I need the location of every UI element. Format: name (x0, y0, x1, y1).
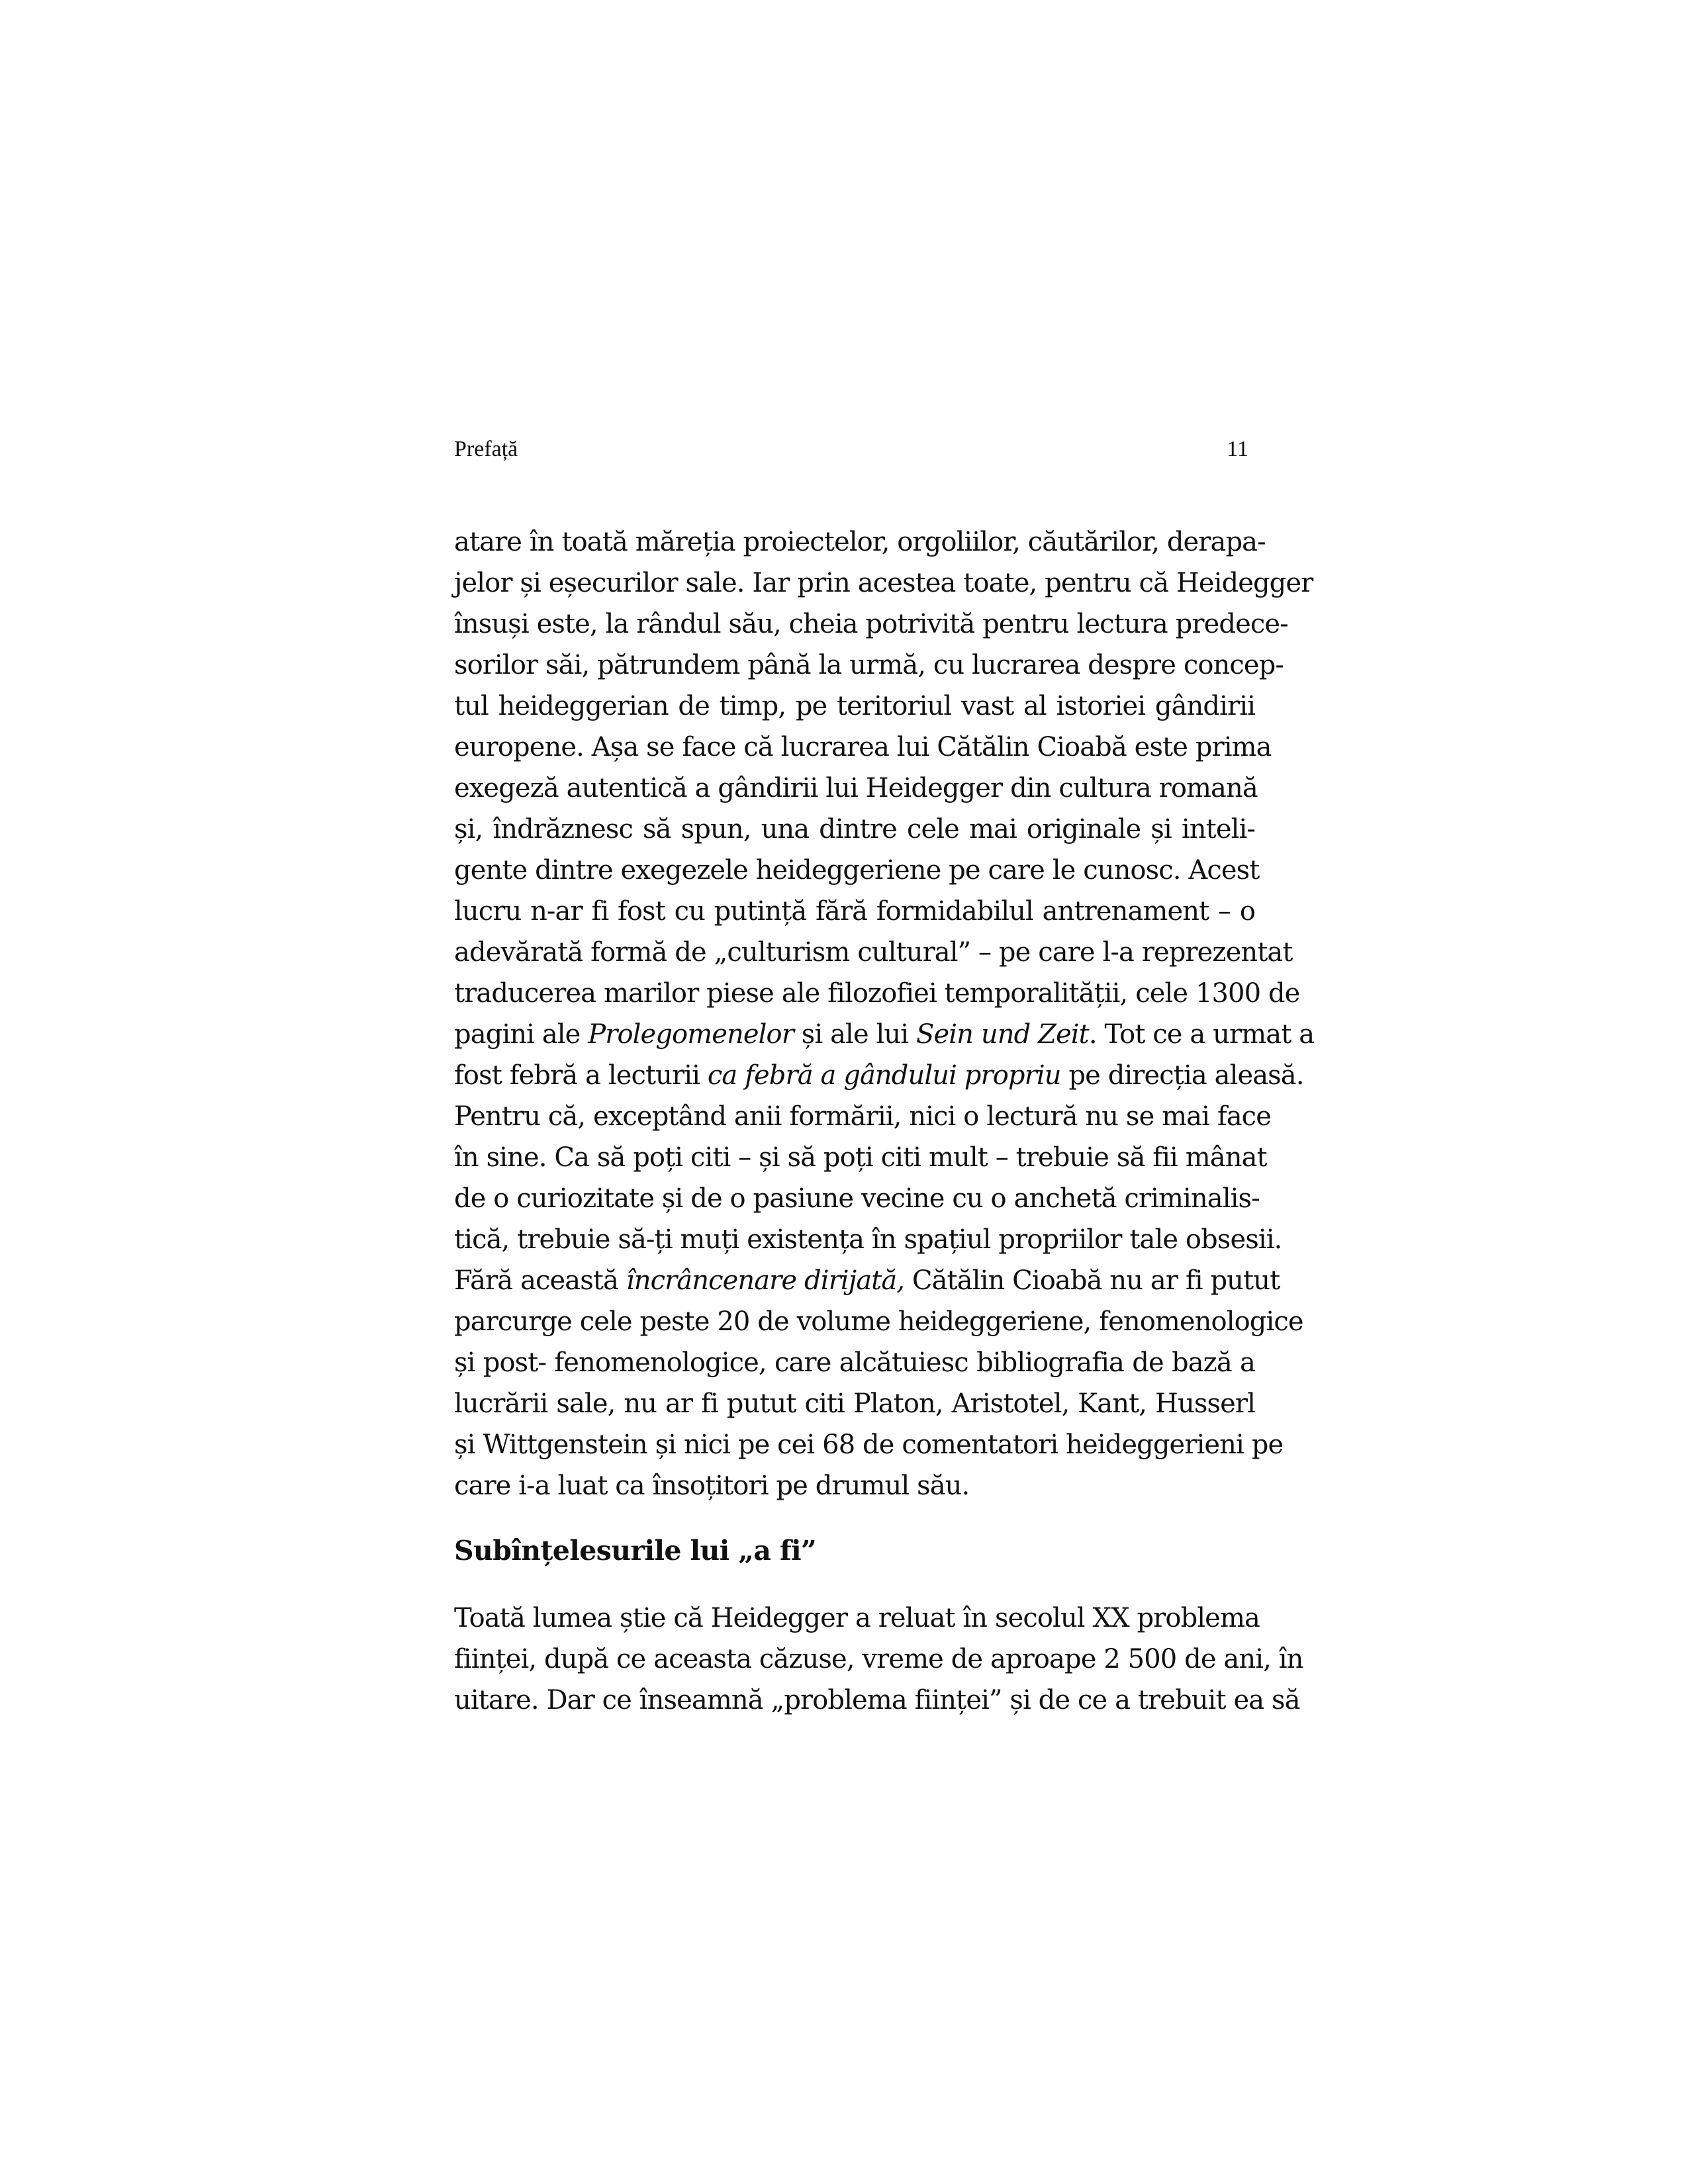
text-line (454, 1260, 1280, 1301)
italic-emphasis: ca febră a gândului propriu (707, 1060, 1061, 1091)
text-line: exegeză autentică a gândirii lui Heidegger din cultura romană (454, 773, 1258, 803)
text-segment: Fără această (454, 1265, 626, 1296)
italic-emphasis: încrâncenare dirijată, (626, 1265, 905, 1296)
text-line: și post- fenomenologice, care alcătuiesc bibliografia de bază a (454, 1347, 1255, 1378)
text-line: sorilor săi, pătrundem până la urmă, cu lucrarea despre concep- (454, 650, 1284, 680)
text-line: de o curiozitate și de o pasiune vecine cu o anchetă criminalis- (454, 1183, 1260, 1214)
text-line: jelor și eșecurilor sale. Iar prin acestea toate, pentru că Heidegger (454, 568, 1313, 598)
text-line: și, îndrăznesc să spun, una dintre cele mai originale și inteli- (454, 814, 1255, 844)
text-segment: fost febră a lecturii (454, 1060, 708, 1091)
body-text (454, 522, 1315, 1721)
text-segment: și ale lui (793, 1019, 916, 1050)
text-line: tică, trebuie să-ți muți existența în spațiul propriilor tale obsesii. (454, 1224, 1282, 1255)
paragraph-1 (454, 522, 1315, 1506)
text-segment: pagini ale (454, 1019, 588, 1050)
text-segment: . Tot ce a urmat a (1088, 1019, 1315, 1050)
text-line: europene. Așa se face că lucrarea lui Cătălin Cioabă este prima (454, 732, 1272, 762)
text-line: lucrării sale, nu ar fi putut citi Platon, Aristotel, Kant, Husserl (454, 1388, 1255, 1419)
text-segment: Cătălin Cioabă nu ar fi putut (904, 1265, 1280, 1296)
text-line: ființei, după ce aceasta căzuse, vreme de aproape 2 500 de ani, în (454, 1644, 1303, 1674)
text-line: care i-a luat ca însoțitori pe drumul său. (454, 1471, 970, 1501)
text-line: traducerea marilor piese ale filozofiei temporalității, cele 1300 de (454, 978, 1300, 1009)
text-line (454, 1014, 1315, 1055)
section-heading: Subînțelesurile lui „a fi” (454, 1535, 817, 1567)
text-segment: pe direcția aleasă. (1060, 1060, 1304, 1091)
text-line: tul heideggerian de timp, pe teritoriul vast al istoriei gândirii (454, 691, 1255, 721)
italic-title: Sein und Zeit (916, 1019, 1089, 1050)
text-line: lucru n-ar fi fost cu putință fără formidabilul antrenament – o (454, 896, 1255, 927)
text-line: uitare. Dar ce înseamnă „problema ființei” și de ce a trebuit ea să (454, 1685, 1300, 1715)
running-title: Prefață (454, 437, 518, 461)
paragraph-2 (454, 1598, 1303, 1721)
text-line: gente dintre exegezele heideggeriene pe care le cunosc. Acest (454, 855, 1260, 886)
text-line: Toată lumea știe că Heidegger a reluat în secolul XX problema (454, 1603, 1260, 1633)
italic-title: Prolegomenelor (588, 1019, 794, 1050)
text-line: în sine. Ca să poți citi – și să poți citi mult – trebuie să fii mânat (454, 1142, 1267, 1173)
page-number: 11 (1227, 437, 1248, 461)
text-line (454, 1055, 1304, 1096)
text-line: însuși este, la rândul său, cheia potrivită pentru lectura predece- (454, 609, 1288, 639)
text-line: Pentru că, exceptând anii formării, nici o lectură nu se mai face (454, 1101, 1271, 1132)
text-line: adevărată formă de „culturism cultural” – pe care l-a reprezentat (454, 937, 1293, 968)
text-line: parcurge cele peste 20 de volume heideggeriene, fenomenologice (454, 1306, 1303, 1337)
text-line: atare în toată măreția proiectelor, orgoliilor, căutărilor, derapa- (454, 527, 1266, 557)
running-header (454, 437, 1248, 477)
text-line: și Wittgenstein și nici pe cei 68 de comentatori heideggerieni pe (454, 1430, 1284, 1460)
